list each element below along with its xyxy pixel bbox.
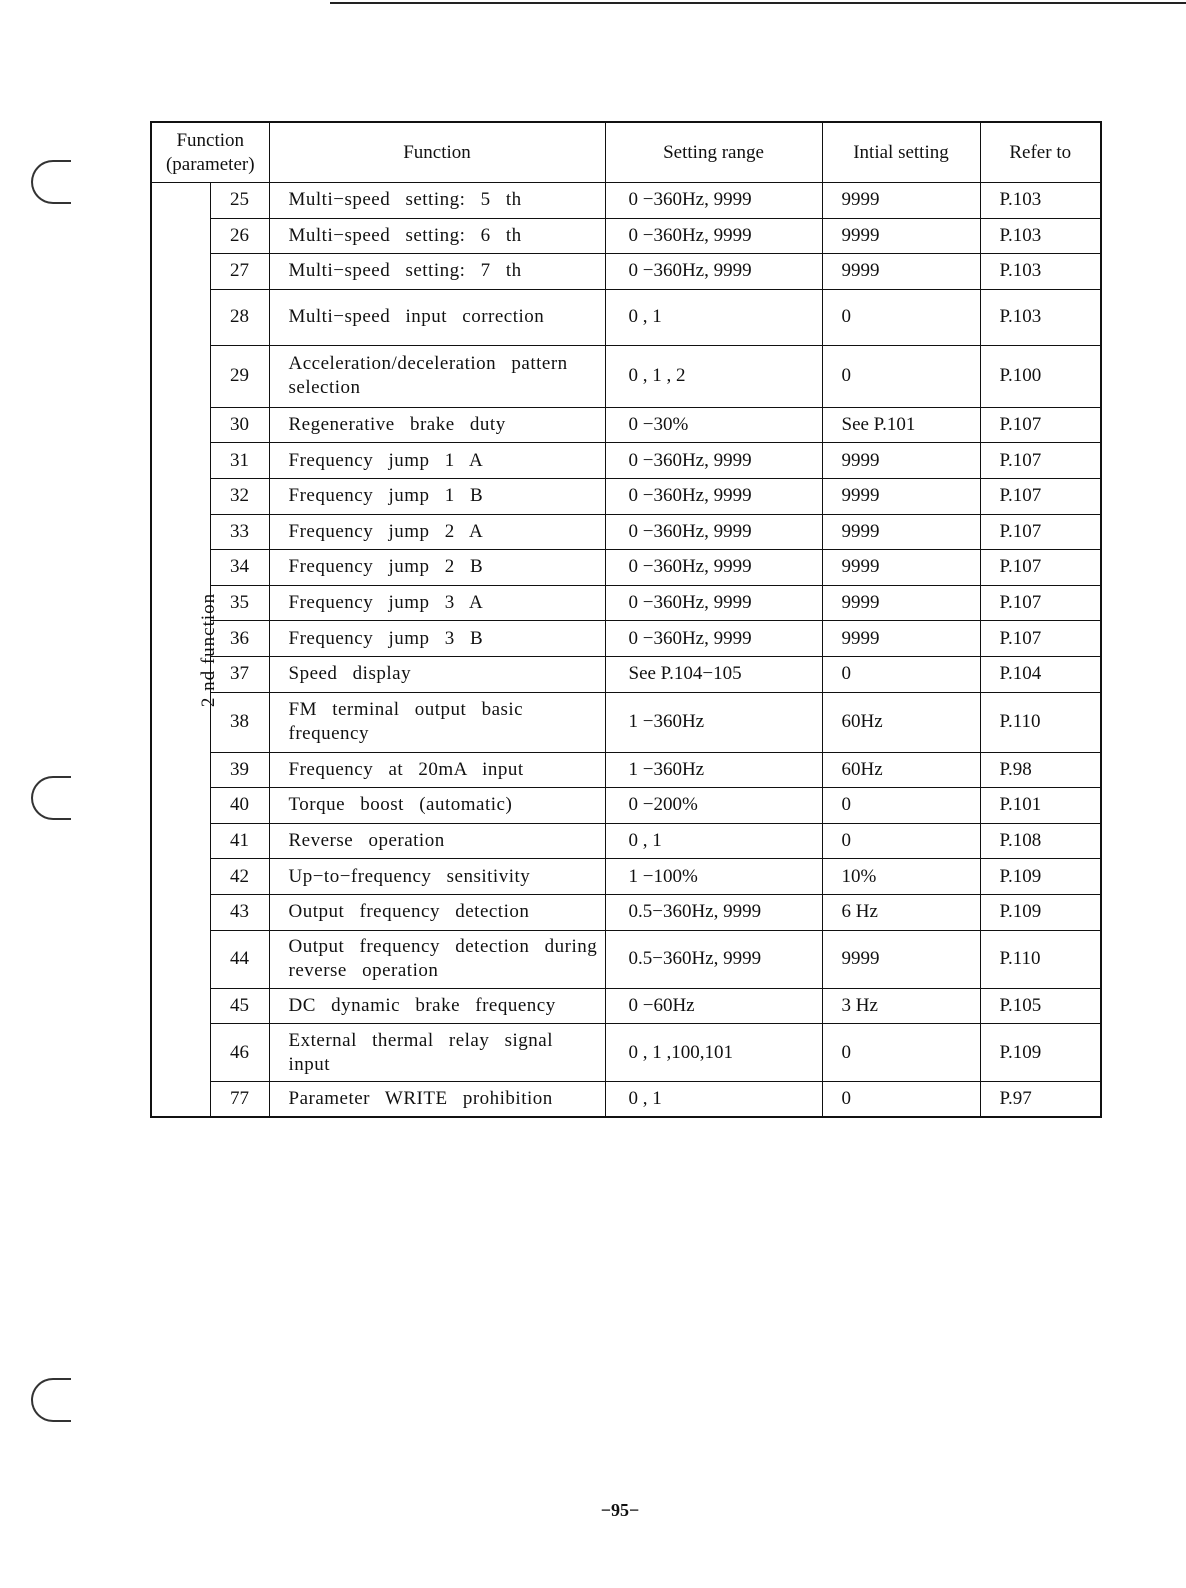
table-row [151,930,1101,988]
refer-page: P.107 [980,514,1101,550]
header-initial-setting: Intial setting [822,122,980,183]
refer-page: P.103 [980,254,1101,290]
param-number: 40 [210,788,269,824]
setting-range: 0 −360Hz, 9999 [605,621,822,657]
param-number: 30 [210,407,269,443]
initial-setting: 9999 [822,254,980,290]
refer-page: P.105 [980,988,1101,1024]
function-name: Frequency jump 2 A [269,514,605,550]
table-body [151,183,1101,1118]
function-name: Parameter WRITE prohibition [269,1082,605,1118]
initial-setting: 9999 [822,621,980,657]
setting-range: 0 −360Hz, 9999 [605,585,822,621]
function-name: Frequency jump 1 A [269,443,605,479]
initial-setting: 3 Hz [822,988,980,1024]
setting-range: See P.104−105 [605,656,822,692]
refer-page: P.109 [980,1024,1101,1082]
param-number: 33 [210,514,269,550]
header-setting-range: Setting range [605,122,822,183]
top-edge-line [330,2,1186,4]
refer-page: P.107 [980,478,1101,514]
binder-hole [31,776,71,820]
binder-hole [31,1378,71,1422]
setting-range: 0 −360Hz, 9999 [605,254,822,290]
initial-setting: 9999 [822,183,980,219]
table-row [151,788,1101,824]
refer-page: P.100 [980,345,1101,407]
function-name: FM terminal output basic frequency [269,692,605,752]
setting-range: 0 −360Hz, 9999 [605,514,822,550]
refer-page: P.98 [980,752,1101,788]
param-number: 27 [210,254,269,290]
setting-range: 0 , 1 [605,289,822,345]
page-number: −95− [600,1500,640,1520]
refer-page: P.103 [980,183,1101,219]
refer-page: P.109 [980,894,1101,930]
param-number: 25 [210,183,269,219]
table-row [151,289,1101,345]
table-row [151,894,1101,930]
initial-setting: 60Hz [822,692,980,752]
initial-setting: 0 [822,1024,980,1082]
setting-range: 0 −60Hz [605,988,822,1024]
table-row [151,443,1101,479]
setting-range: 0 −30% [605,407,822,443]
function-name: Output frequency detection during reverse operation [269,930,605,988]
table-row [151,183,1101,219]
refer-page: P.103 [980,218,1101,254]
refer-page: P.97 [980,1082,1101,1118]
function-name: Frequency jump 2 B [269,550,605,586]
table-row [151,478,1101,514]
initial-setting: 9999 [822,585,980,621]
function-name: Multi−speed setting: 5 th [269,183,605,219]
table-row [151,550,1101,586]
param-number: 29 [210,345,269,407]
table-row [151,1024,1101,1082]
initial-setting: 9999 [822,930,980,988]
setting-range: 0 −360Hz, 9999 [605,183,822,219]
setting-range: 0 −200% [605,788,822,824]
param-number: 32 [210,478,269,514]
setting-range: 0 −360Hz, 9999 [605,443,822,479]
table-row [151,988,1101,1024]
param-number: 34 [210,550,269,586]
param-number: 26 [210,218,269,254]
setting-range: 1 −360Hz [605,692,822,752]
refer-page: P.109 [980,859,1101,895]
initial-setting: 9999 [822,478,980,514]
initial-setting: 9999 [822,514,980,550]
function-name: External thermal relay signal input [269,1024,605,1082]
function-name: Frequency at 20mA input [269,752,605,788]
param-number: 77 [210,1082,269,1118]
initial-setting: 0 [822,656,980,692]
setting-range: 0 −360Hz, 9999 [605,478,822,514]
param-number: 37 [210,656,269,692]
function-name: Multi−speed input correction [269,289,605,345]
setting-range: 0 , 1 [605,1082,822,1118]
function-name: Up−to−frequency sensitivity [269,859,605,895]
function-name: Multi−speed setting: 7 th [269,254,605,290]
setting-range: 0 −360Hz, 9999 [605,218,822,254]
table-row [151,514,1101,550]
initial-setting: 6 Hz [822,894,980,930]
param-number: 46 [210,1024,269,1082]
setting-range: 1 −360Hz [605,752,822,788]
setting-range: 0.5−360Hz, 9999 [605,894,822,930]
param-number: 35 [210,585,269,621]
initial-setting: 0 [822,1082,980,1118]
initial-setting: 0 [822,289,980,345]
initial-setting: 0 [822,345,980,407]
initial-setting: 60Hz [822,752,980,788]
table-row [151,218,1101,254]
setting-range: 0 , 1 [605,823,822,859]
group-label: 2 nd function [198,592,220,707]
param-number: 36 [210,621,269,657]
function-name: DC dynamic brake frequency [269,988,605,1024]
function-name: Frequency jump 3 B [269,621,605,657]
initial-setting: 10% [822,859,980,895]
function-name: Regenerative brake duty [269,407,605,443]
table-row [151,859,1101,895]
header-function: Function [269,122,605,183]
table-row [151,585,1101,621]
table-row [151,1082,1101,1118]
function-name: Speed display [269,656,605,692]
param-number: 42 [210,859,269,895]
refer-page: P.107 [980,443,1101,479]
table-row [151,254,1101,290]
binder-hole [31,160,71,204]
table-row [151,656,1101,692]
function-name: Acceleration/deceleration pattern selection [269,345,605,407]
header-refer-to: Refer to [980,122,1101,183]
refer-page: P.107 [980,621,1101,657]
initial-setting: See P.101 [822,407,980,443]
refer-page: P.110 [980,930,1101,988]
refer-page: P.103 [980,289,1101,345]
refer-page: P.107 [980,585,1101,621]
param-number: 45 [210,988,269,1024]
function-name: Frequency jump 3 A [269,585,605,621]
refer-page: P.107 [980,550,1101,586]
setting-range: 0 −360Hz, 9999 [605,550,822,586]
initial-setting: 9999 [822,218,980,254]
param-number: 44 [210,930,269,988]
refer-page: P.110 [980,692,1101,752]
refer-page: P.108 [980,823,1101,859]
setting-range: 0.5−360Hz, 9999 [605,930,822,988]
param-number: 28 [210,289,269,345]
table-row [151,407,1101,443]
table-row [151,345,1101,407]
param-number: 38 [210,692,269,752]
function-name: Multi−speed setting: 6 th [269,218,605,254]
function-name: Frequency jump 1 B [269,478,605,514]
parameter-table [150,121,1102,1118]
setting-range: 0 , 1 ,100,101 [605,1024,822,1082]
table-header-row [151,122,1101,183]
table-row [151,621,1101,657]
table-row [151,692,1101,752]
function-name: Output frequency detection [269,894,605,930]
initial-setting: 9999 [822,443,980,479]
refer-page: P.107 [980,407,1101,443]
table-row [151,823,1101,859]
function-name: Reverse operation [269,823,605,859]
initial-setting: 0 [822,788,980,824]
setting-range: 1 −100% [605,859,822,895]
refer-page: P.104 [980,656,1101,692]
param-number: 43 [210,894,269,930]
header-parameter: Function (parameter) [151,122,269,183]
setting-range: 0 , 1 , 2 [605,345,822,407]
group-cell [151,183,220,1118]
table-row [151,752,1101,788]
initial-setting: 9999 [822,550,980,586]
function-name: Torque boost (automatic) [269,788,605,824]
param-number: 31 [210,443,269,479]
initial-setting: 0 [822,823,980,859]
param-number: 39 [210,752,269,788]
param-number: 41 [210,823,269,859]
refer-page: P.101 [980,788,1101,824]
